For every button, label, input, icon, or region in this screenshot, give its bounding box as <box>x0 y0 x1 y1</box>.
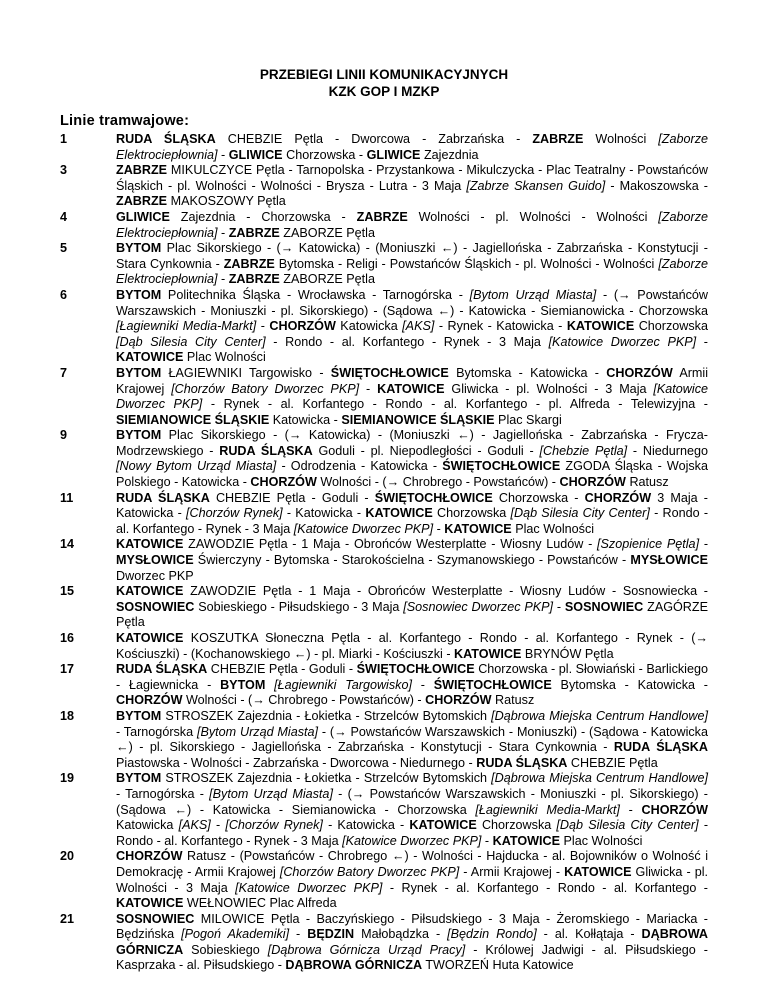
city-name: GLIWICE <box>228 147 283 162</box>
route-text: Piastowska - Wolności - Zabrzańska - Dworcowa - Niedurnego - <box>116 755 477 770</box>
route-text: ZAWODZIE Pętla - 1 Maja - Obrońców Westerplatte - Wiosny Ludów - Sosnowiecka - <box>183 584 708 599</box>
route-text: - Katowicka - <box>322 818 410 833</box>
city-name: DĄBROWA GÓRNICZA <box>285 958 423 973</box>
city-name: RUDA ŚLĄSKA <box>613 740 708 755</box>
city-name: CHORZÓW <box>250 475 317 490</box>
city-name: MYSŁOWICE <box>630 553 708 568</box>
city-name: CHORZÓW <box>559 475 626 490</box>
city-name: BYTOM <box>116 428 162 443</box>
route-text: Plac Wolności <box>511 521 595 536</box>
route-text: CHEBZIE Pętla - Dworcowa - Zabrzańska - <box>215 132 533 146</box>
line-number: 11 <box>60 490 74 505</box>
stop-landmark: [Dąbrowa Miejska Centrum Handlowe] <box>491 708 708 723</box>
city-name: ŚWIĘTOCHŁOWICE <box>433 677 552 692</box>
city-name: CHORZÓW <box>269 319 336 334</box>
city-name: BYTOM <box>220 677 266 692</box>
line-route-description <box>116 366 708 428</box>
city-name: RUDA ŚLĄSKA <box>476 755 568 770</box>
city-name: KATOWICE <box>566 319 635 334</box>
route-text: Ratusz <box>625 475 669 490</box>
city-name: ZABRZE <box>116 194 168 209</box>
city-name: ŚWIĘTOCHŁOWICE <box>330 365 449 380</box>
route-text: MIKULCZYCE Pętla - Tarnopolska - Przystankowa - Mikulczycka - Plac Teatralny - Powstańców Śląskich - pl. Wolności - Wolności - Brysza - Lutra - 3 Maja <box>116 163 708 193</box>
line-route-description <box>116 631 708 662</box>
city-name: BYTOM <box>116 241 162 256</box>
route-text: Chorzowska - <box>282 147 367 162</box>
route-text: ZABORZE Pętla <box>279 225 375 240</box>
line-number: 21 <box>60 911 75 926</box>
route-text: - Rondo - al. Korfantego - Rynek - 3 Maja <box>265 334 549 349</box>
city-name: SIEMIANOWICE ŚLĄSKIE <box>116 412 270 427</box>
tram-line-entry <box>0 662 768 709</box>
line-route-description <box>116 132 708 163</box>
route-text: Wolności - pl. Wolności - Wolności <box>407 209 659 224</box>
city-name: BYTOM <box>116 708 162 723</box>
stop-landmark: [Będzin Rondo] <box>447 927 537 942</box>
document-title-line-2: KZK GOP I MZKP <box>328 84 440 99</box>
city-name: ŚWIĘTOCHŁOWICE <box>356 662 475 677</box>
tram-line-entry <box>0 366 768 428</box>
city-name: RUDA ŚLĄSKA <box>116 132 216 146</box>
city-name: BĘDZIN <box>307 927 355 942</box>
stop-landmark: [AKS] <box>402 319 435 334</box>
route-text: Bytomska - Katowicka - <box>448 365 607 380</box>
stop-landmark: [Dąbrowa Miejska Centrum Handlowe] <box>491 771 708 786</box>
city-name: KATOWICE <box>492 833 561 848</box>
stop-landmark: [Katowice Dworzec PKP] <box>116 381 708 412</box>
line-route-description <box>116 771 708 849</box>
stop-landmark: [Łagiewniki Media-Markt] <box>475 802 620 817</box>
line-number: 9 <box>60 428 68 443</box>
route-text: ŁAGIEWNIKI Targowisko - <box>161 365 331 380</box>
stop-landmark: [Dąb Silesia City Center] <box>556 818 699 833</box>
route-text: MAKOSZOWY Pętla <box>167 194 286 209</box>
city-name: KATOWICE <box>116 631 184 645</box>
city-name: KATOWICE <box>444 521 512 536</box>
route-text: Wolności <box>583 132 659 146</box>
stop-landmark: [Bytom Urząd Miasta] <box>209 786 333 801</box>
line-number: 7 <box>60 365 68 380</box>
stop-landmark: [Sosnowiec Dworzec PKP] <box>403 599 554 614</box>
route-text: - Rynek - Katowicka - <box>434 319 567 334</box>
route-text: ZABORZE Pętla <box>279 272 375 287</box>
line-route-description <box>116 709 708 771</box>
route-text: - <box>481 833 493 848</box>
stop-landmark: [Chebzie Pętla] <box>539 443 628 458</box>
city-name: BYTOM <box>116 287 162 302</box>
tram-line-entry <box>0 132 768 163</box>
city-name: CHORZÓW <box>641 802 708 817</box>
city-name: KATOWICE <box>116 584 184 599</box>
city-name: MYSŁOWICE <box>116 553 194 568</box>
line-number: 18 <box>60 708 75 723</box>
route-text: STROSZEK Zajezdnia - Łokietka - Strzelców Bytomskich <box>161 771 492 786</box>
city-name: SOSNOWIEC <box>116 599 195 614</box>
stop-landmark: [Katowice Dworzec PKP] <box>342 833 482 848</box>
stop-landmark: [Chorzów Batory Dworzec PKP] <box>279 864 460 879</box>
stop-landmark: [Łagiewniki Targowisko] <box>274 677 412 692</box>
city-name: CHORZÓW <box>606 365 673 380</box>
line-route-description <box>116 241 708 288</box>
stop-landmark: [Nowy Bytom Urząd Miasta] <box>116 459 277 474</box>
route-text: Chorzowska <box>432 506 511 521</box>
city-name: RUDA ŚLĄSKA <box>219 443 313 458</box>
route-text: - (→ Powstańców Warszawskich - Moniuszki) - (Sądowa - Katowicka ←) - pl. Sikorskiego - Jagiellońska - Zabrzańska - Konstytucji - Stara Cynkownia - <box>116 724 708 755</box>
route-text: Gliwicka - pl. Wolności - 3 Maja <box>116 864 708 895</box>
route-text: Gliwicka - pl. Wolności - 3 Maja <box>444 381 654 396</box>
route-text: - <box>433 521 445 536</box>
route-text: CHEBZIE Pętla - Goduli - <box>209 490 375 505</box>
stop-landmark: [Bytom Urząd Miasta] <box>469 287 597 302</box>
route-text: - <box>411 677 434 692</box>
line-number: 15 <box>60 584 75 599</box>
route-text: - Rondo - al. Korfantego - Rynek - 3 Maja <box>116 506 709 536</box>
route-text: Plac Skargi <box>494 412 562 427</box>
route-text: 3 Maja - Katowicka - <box>116 490 708 521</box>
route-text: - Katowicka - <box>282 506 366 521</box>
route-text: Zajezdnia <box>420 147 479 162</box>
stop-landmark: [Dąb Silesia City Center] <box>510 506 650 521</box>
route-text: - <box>289 927 308 942</box>
route-text: - al. Kołłątaja - <box>536 927 642 942</box>
route-text: WEŁNOWIEC Plac Alfreda <box>183 896 337 911</box>
line-number: 4 <box>60 209 68 224</box>
city-name: ZABRZE <box>116 163 168 178</box>
route-text: - <box>210 818 226 833</box>
route-text: Zajezdnia - Chorzowska - <box>169 209 357 224</box>
line-route-description <box>116 163 708 210</box>
route-text: CHEBZIE Pętla <box>567 755 658 770</box>
city-name: CHORZÓW <box>116 849 183 864</box>
route-text: STROSZEK Zajezdnia - Łokietka - Strzelców Bytomskich <box>161 708 492 723</box>
route-text: TWORZEŃ Huta Katowice <box>422 958 574 973</box>
city-name: ŚWIĘTOCHŁOWICE <box>442 459 561 474</box>
route-text: Katowicka <box>335 319 403 334</box>
tram-line-entry <box>0 163 768 210</box>
route-text <box>265 678 274 692</box>
route-text: - Królowej Jadwigi - al. Piłsudskiego - Kasprzaka - al. Piłsudskiego - <box>116 942 708 973</box>
route-text: Plac Wolności <box>560 833 643 848</box>
route-text: - Tarnogórska <box>116 724 197 739</box>
city-name: ZABRZE <box>532 132 584 146</box>
route-text: Chorzowska - <box>492 490 585 505</box>
line-number: 14 <box>60 537 75 552</box>
line-number: 3 <box>60 163 68 178</box>
stop-landmark: [Zaborze Elektrociepłownia] <box>116 209 708 240</box>
stop-landmark: [Chorzów Rynek] <box>225 818 323 833</box>
city-name: GLIWICE <box>116 209 170 224</box>
tram-line-entry <box>0 849 768 911</box>
route-text: ZGODA Śląska - Wojska Polskiego - Katowicka - <box>116 459 708 490</box>
city-name: SOSNOWIEC <box>564 599 644 614</box>
stop-landmark: [Chorzów Batory Dworzec PKP] <box>171 381 360 396</box>
tram-line-entry <box>0 912 768 974</box>
city-name: KATOWICE <box>454 646 522 661</box>
route-text: Wolności - (→ Chrobrego - Powstańców) - <box>316 475 560 490</box>
route-text: Bytomska - Katowicka - <box>551 677 708 692</box>
route-text: - (→ Powstańców Warszawskich - Moniuszki - pl. Sikorskiego) - (Sądowa ←) - Katowicka - Siemianowicka - Chorzowska <box>116 287 708 318</box>
tram-line-entry <box>0 584 768 631</box>
route-text: - Tarnogórska - <box>116 786 210 801</box>
city-name: BYTOM <box>116 771 162 786</box>
city-name: KATOWICE <box>116 537 184 552</box>
line-route-description <box>116 662 708 709</box>
stop-landmark: [Katowice Dworzec PKP] <box>293 521 434 536</box>
route-text: Świerczyny - Bytomska - Starokościelna - Szymanowskiego - Powstańców - <box>193 553 631 568</box>
city-name: ŚWIĘTOCHŁOWICE <box>374 490 493 505</box>
line-route-description <box>116 288 708 366</box>
route-text: - <box>619 802 642 817</box>
tram-line-entry <box>0 210 768 241</box>
city-name: ZABRZE <box>223 256 275 271</box>
line-number: 17 <box>60 662 75 677</box>
line-route-description <box>116 849 708 911</box>
city-name: SIEMIANOWICE ŚLĄSKIE <box>341 412 495 427</box>
line-number: 6 <box>60 287 68 302</box>
line-route-description <box>116 210 708 241</box>
city-name: RUDA ŚLĄSKA <box>116 490 210 505</box>
city-name: RUDA ŚLĄSKA <box>116 662 208 677</box>
line-number: 1 <box>60 132 68 146</box>
stop-landmark: [Łagiewniki Media-Markt] <box>116 319 257 334</box>
route-text: Plac Wolności <box>183 350 266 365</box>
stop-landmark: [Dąb Silesia City Center] <box>116 334 266 349</box>
route-text: Armii Krajowej <box>116 365 708 396</box>
city-name: GLIWICE <box>366 147 421 162</box>
city-name: KATOWICE <box>116 896 184 911</box>
route-text: Politechnika Śląska - Wrocławska - Tarnogórska - <box>161 287 470 302</box>
stop-landmark: [Zabrze Skansen Guido] <box>466 178 606 193</box>
tram-lines-list <box>0 132 768 974</box>
route-text: - <box>256 319 270 334</box>
route-text: - <box>217 147 229 162</box>
route-text: - <box>217 272 229 287</box>
city-name: KATOWICE <box>564 864 632 879</box>
route-text: Katowicka - <box>269 412 342 427</box>
route-text: - (→ Powstańców Warszawskich - Moniuszki - pl. Sikorskiego) - (Sądowa ←) - Katowicka - Siemianowicka - Chorzowska <box>116 786 708 817</box>
route-text: Małobądzka - <box>354 927 448 942</box>
tram-line-entry <box>0 288 768 366</box>
line-route-description <box>116 584 708 631</box>
line-number: 19 <box>60 771 75 786</box>
route-text: - <box>359 381 378 396</box>
stop-landmark: [Zaborze Elektrociepłownia] <box>116 132 708 162</box>
route-text: - Armii Krajowej - <box>459 864 565 879</box>
route-text: Katowicka <box>116 818 179 833</box>
line-route-description <box>116 428 708 490</box>
city-name: KATOWICE <box>365 506 433 521</box>
stop-landmark: [Szopienice Pętla] <box>597 537 700 552</box>
stop-landmark: [Chorzów Rynek] <box>186 506 283 521</box>
line-route-description <box>116 912 708 974</box>
route-text: Dworzec PKP <box>116 568 194 583</box>
route-text: ZAWODZIE Pętla - 1 Maja - Obrońców Westerplatte - Wiosny Ludów - <box>183 537 598 552</box>
route-text: - <box>553 599 565 614</box>
stop-landmark: [Zaborze Elektrociepłownia] <box>116 256 709 287</box>
route-text: CHEBZIE Pętla - Goduli - <box>207 662 357 677</box>
city-name: KATOWICE <box>377 381 445 396</box>
route-text: Chorzowska - pl. Słowiański - Barlickiego - Łagiewnicka - <box>116 662 708 692</box>
route-text: - <box>699 537 709 552</box>
stop-landmark: [Dąbrowa Górnicza Urząd Pracy] <box>267 942 466 957</box>
route-text: Wolności - (→ Chrobrego - Powstańców) - <box>182 693 426 708</box>
tram-line-entry <box>0 709 768 771</box>
route-text: - <box>696 334 708 349</box>
city-name: ZABRZE <box>356 209 408 224</box>
section-heading-tram-lines: Linie tramwajowe: <box>60 113 190 129</box>
city-name: DĄBROWA GÓRNICZA <box>116 927 708 957</box>
stop-landmark: [Katowice Dworzec PKP] <box>235 880 383 895</box>
route-text: ZAGÓRZE Pętla <box>116 599 708 630</box>
city-name: KATOWICE <box>116 350 184 365</box>
route-text: Plac Sikorskiego - (→ Katowicka) - (Moniuszki ←) - Jagiellońska - Zabrzańska - Konstytucji - Stara Cynkownia - <box>116 241 708 271</box>
tram-line-entry <box>0 537 768 584</box>
line-number: 5 <box>60 241 68 256</box>
route-text: Goduli - pl. Niepodległości - Goduli - <box>312 443 540 458</box>
route-text: Chorzowska <box>634 319 708 334</box>
tram-line-entry <box>0 428 768 490</box>
city-name: KATOWICE <box>409 818 477 833</box>
city-name: CHORZÓW <box>584 490 652 505</box>
route-text: - Odrodzenia - Katowicka - <box>276 459 443 474</box>
city-name: ZABRZE <box>228 272 280 287</box>
route-text: Sobieskiego <box>183 942 268 957</box>
stop-landmark: [Bytom Urząd Miasta] <box>196 724 319 739</box>
stop-landmark: [Pogoń Akademiki] <box>181 927 290 942</box>
line-number: 16 <box>60 631 75 645</box>
city-name: ZABRZE <box>228 225 280 240</box>
document-title-line-1: PRZEBIEGI LINII KOMUNIKACYJNYCH <box>259 67 509 82</box>
stop-landmark: [Katowice Dworzec PKP] <box>548 334 697 349</box>
tram-line-entry <box>0 771 768 849</box>
city-name: CHORZÓW <box>425 693 492 708</box>
route-text: - Rynek - al. Korfantego - Rondo - al. Korfantego - pl. Alfreda - Telewizyjna - <box>202 397 708 412</box>
route-text: - <box>217 225 229 240</box>
route-text: Ratusz - (Powstańców - Chrobrego ←) - Wolności - Hajducka - al. Bojowników o Wolność i Demokrację - Armii Krajowej <box>116 849 708 879</box>
city-name: BYTOM <box>116 365 162 380</box>
stop-landmark: [AKS] <box>178 818 211 833</box>
route-text: Bytomska - Religi - Powstańców Śląskich - pl. Wolności - Wolności <box>274 256 659 271</box>
tram-line-entry <box>0 491 768 538</box>
route-text: Plac Sikorskiego - (→ Katowicka) - (Moniuszki ←) - Jagiellońska - Zabrzańska - Frycza-Modrzewskiego - <box>116 428 708 458</box>
line-route-description <box>116 537 708 584</box>
city-name: CHORZÓW <box>116 693 183 708</box>
route-text: - Makoszowska - <box>605 178 708 193</box>
route-text: - Niedurnego <box>627 443 709 458</box>
route-text: KOSZUTKA Słoneczna Pętla - al. Korfantego - Rondo - al. Korfantego - Rynek - (→ Kościuszki) - (Kochanowskiego ←) - pl. Miarki - Kościuszki - <box>116 631 708 661</box>
route-text: Ratusz <box>491 693 535 708</box>
tram-line-entry <box>0 241 768 288</box>
line-route-description <box>116 491 708 538</box>
route-text: - Rynek - al. Korfantego - Rondo - al. Korfantego - <box>382 880 708 895</box>
route-text: Chorzowska <box>476 818 557 833</box>
line-number: 20 <box>60 849 75 864</box>
tram-line-entry <box>0 631 768 662</box>
route-text: Sobieskiego - Piłsudskiego - 3 Maja <box>194 599 404 614</box>
route-text: BRYNÓW Pętla <box>521 646 614 661</box>
city-name: SOSNOWIEC <box>116 911 195 926</box>
route-text: MILOWICE Pętla - Baczyńskiego - Piłsudskiego - 3 Maja - Żeromskiego - Mariacka - Będzińska <box>116 911 708 942</box>
route-text: - Rondo - al. Korfantego - Rynek - 3 Maja <box>116 818 709 848</box>
